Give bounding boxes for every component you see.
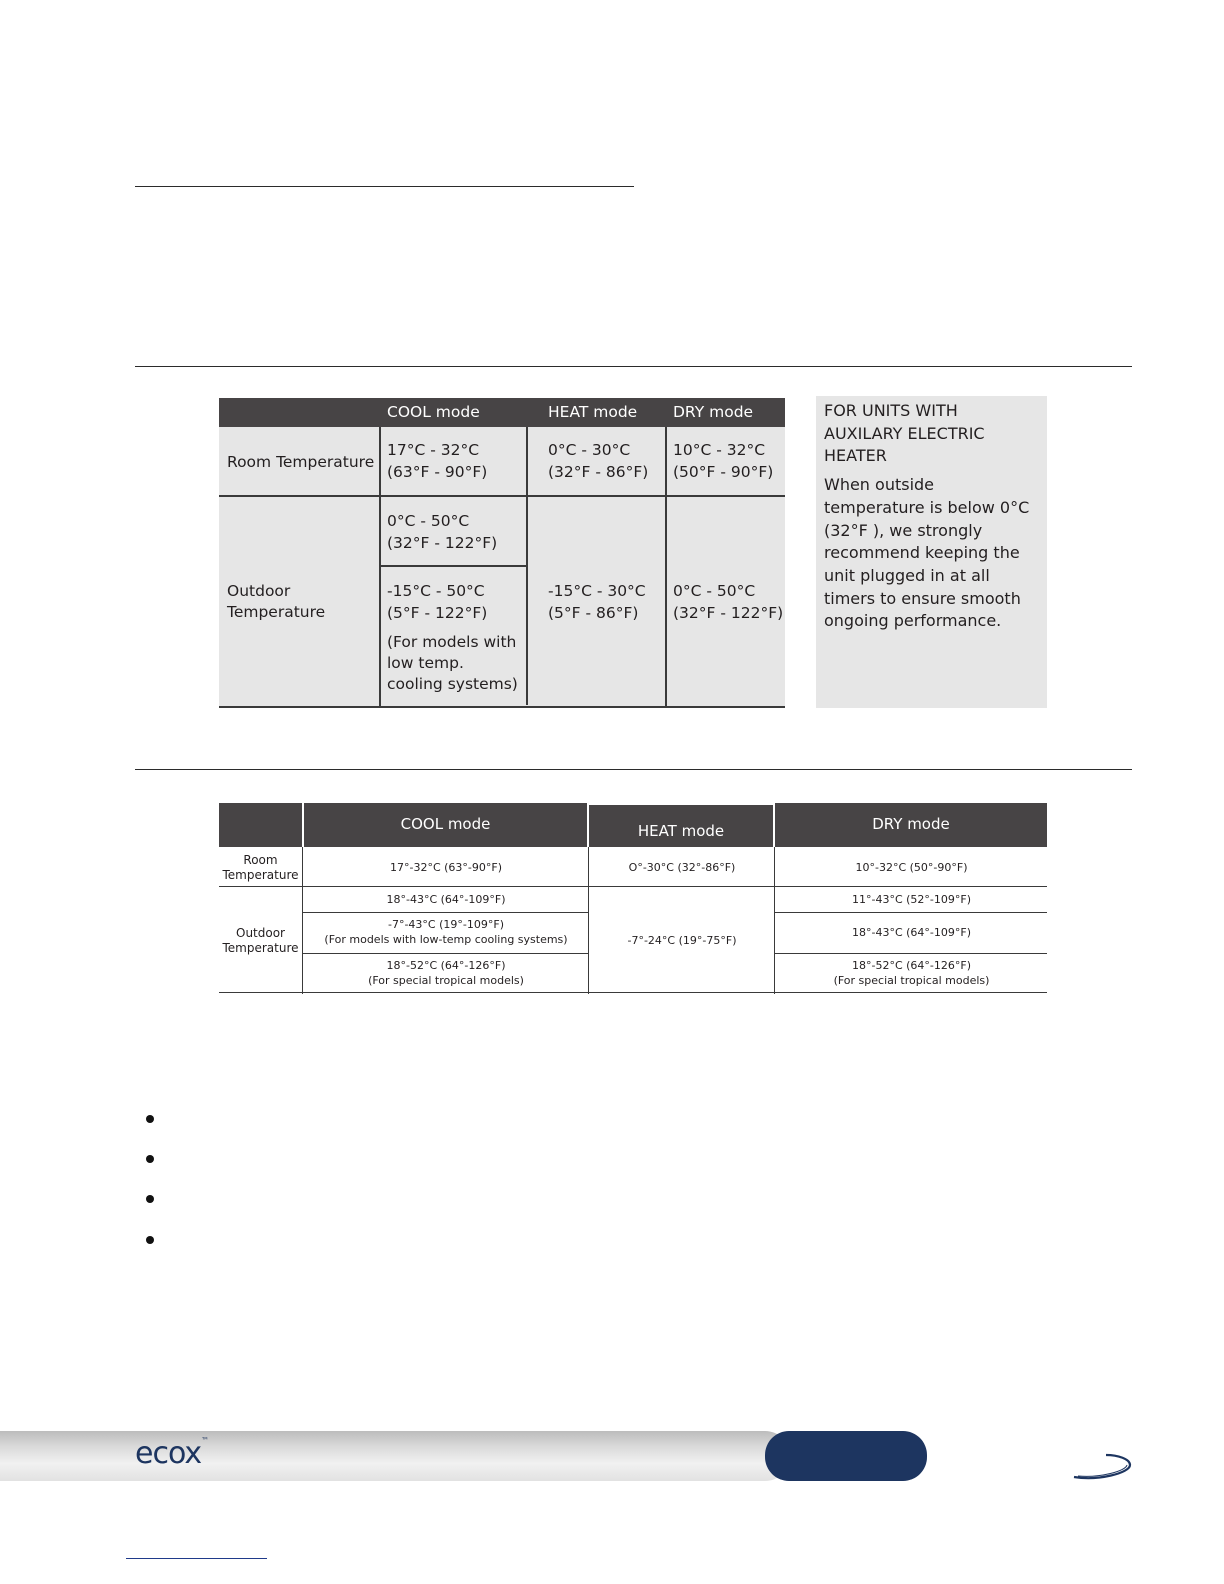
footer-link-underline bbox=[126, 1558, 267, 1559]
table1-room-cool: 17°C - 32°C (63°F - 90°F) bbox=[387, 441, 488, 481]
table2-divider bbox=[588, 847, 589, 994]
table1-divider bbox=[379, 427, 381, 708]
note-body: When outside temperature is below 0°C (32°F ), we strongly recommend keeping the unit plugged in at all timers to ensure smooth ongoing performance. bbox=[824, 475, 1030, 631]
ecox-logo: ecox™ bbox=[135, 1436, 210, 1471]
table2-row-divider bbox=[774, 953, 1047, 954]
note-heading: FOR UNITS WITH AUXILARY ELECTRIC HEATER bbox=[824, 401, 985, 466]
table2-row-divider bbox=[774, 912, 1047, 913]
table2-divider bbox=[302, 847, 303, 994]
section-rule-2 bbox=[135, 769, 1132, 770]
table1-room-dry: 10°C - 32°C (50°F - 90°F) bbox=[673, 441, 774, 481]
auxiliary-heater-note bbox=[816, 396, 1047, 708]
table2-outdoor-cool-lowtemp: -7°-43°C (19°-109°F) (For models with low-temp cooling systems) bbox=[324, 918, 568, 946]
table1-header-heat: HEAT mode bbox=[548, 403, 638, 421]
swoosh-logo-icon bbox=[1070, 1451, 1134, 1481]
table2-room-label: Room Temperature bbox=[222, 853, 299, 882]
bullet-point bbox=[146, 1236, 154, 1244]
table1-bottom-border bbox=[219, 706, 785, 708]
table1-room-label: Room Temperature bbox=[227, 453, 375, 471]
section-rule-top bbox=[135, 186, 634, 187]
table2-room-dry: 10°-32°C (50°-90°F) bbox=[855, 861, 968, 874]
table1-header-row bbox=[219, 398, 785, 427]
table2-row-divider bbox=[302, 953, 588, 954]
table2-bottom-border bbox=[219, 992, 1047, 993]
table2-row-divider bbox=[302, 912, 588, 913]
table2-outdoor-dry-extended: 18°-43°C (64°-109°F) bbox=[851, 926, 971, 939]
table2-divider bbox=[774, 847, 775, 994]
table2-header-empty bbox=[219, 803, 302, 847]
table1-header-dry: DRY mode bbox=[673, 403, 754, 421]
bullet-point bbox=[146, 1195, 154, 1203]
table2-header-heat: HEAT mode bbox=[589, 805, 773, 847]
table2-room-heat: O°-30°C (32°-86°F) bbox=[628, 861, 736, 874]
table1-divider bbox=[526, 427, 528, 705]
table2-outdoor-cool-tropical: 18°-52°C (64°-126°F) (For special tropical models) bbox=[368, 959, 524, 987]
table1-room-heat: 0°C - 30°C (32°F - 86°F) bbox=[548, 441, 649, 481]
table2-row-divider bbox=[219, 886, 1047, 887]
table2-header-cool: COOL mode bbox=[304, 803, 587, 847]
table2-outdoor-cool-standard: 18°-43°C (64°-109°F) bbox=[386, 893, 506, 906]
table2-outdoor-label: Outdoor Temperature bbox=[222, 926, 299, 955]
table1-header-cool: COOL mode bbox=[387, 403, 480, 421]
table1-outdoor-cool-standard: 0°C - 50°C (32°F - 122°F) bbox=[387, 512, 498, 552]
table1-outdoor-cool-note: (For models with low temp. cooling systems) bbox=[387, 633, 518, 693]
table1-outdoor-cool-lowtemp: -15°C - 50°C (5°F - 122°F) bbox=[387, 582, 488, 622]
table1-row-divider bbox=[379, 565, 526, 567]
table2-room-cool: 17°-32°C (63°-90°F) bbox=[389, 861, 502, 874]
table1-outdoor-label: Outdoor Temperature bbox=[227, 582, 326, 621]
bullet-point bbox=[146, 1155, 154, 1163]
bullet-point bbox=[146, 1115, 154, 1123]
table2-outdoor-dry-tropical: 18°-52°C (64°-126°F) (For special tropical models) bbox=[833, 959, 990, 987]
operating-temperature-table-2 bbox=[219, 803, 1047, 994]
table2-header-dry: DRY mode bbox=[775, 803, 1047, 847]
table1-outdoor-heat: -15°C - 30°C (5°F - 86°F) bbox=[548, 582, 646, 622]
footer-band bbox=[0, 1431, 790, 1481]
table1-row-divider bbox=[219, 495, 785, 497]
section-rule-1 bbox=[135, 366, 1132, 367]
table2-outdoor-dry-standard: 11°-43°C (52°-109°F) bbox=[851, 893, 971, 906]
table1-divider bbox=[665, 427, 667, 708]
table1-outdoor-dry: 0°C - 50°C (32°F - 122°F) bbox=[673, 582, 784, 622]
footer-navy-tab bbox=[765, 1431, 927, 1481]
operating-temperature-table-1 bbox=[219, 398, 785, 708]
table2-outdoor-heat: -7°-24°C (19°-75°F) bbox=[627, 934, 737, 947]
